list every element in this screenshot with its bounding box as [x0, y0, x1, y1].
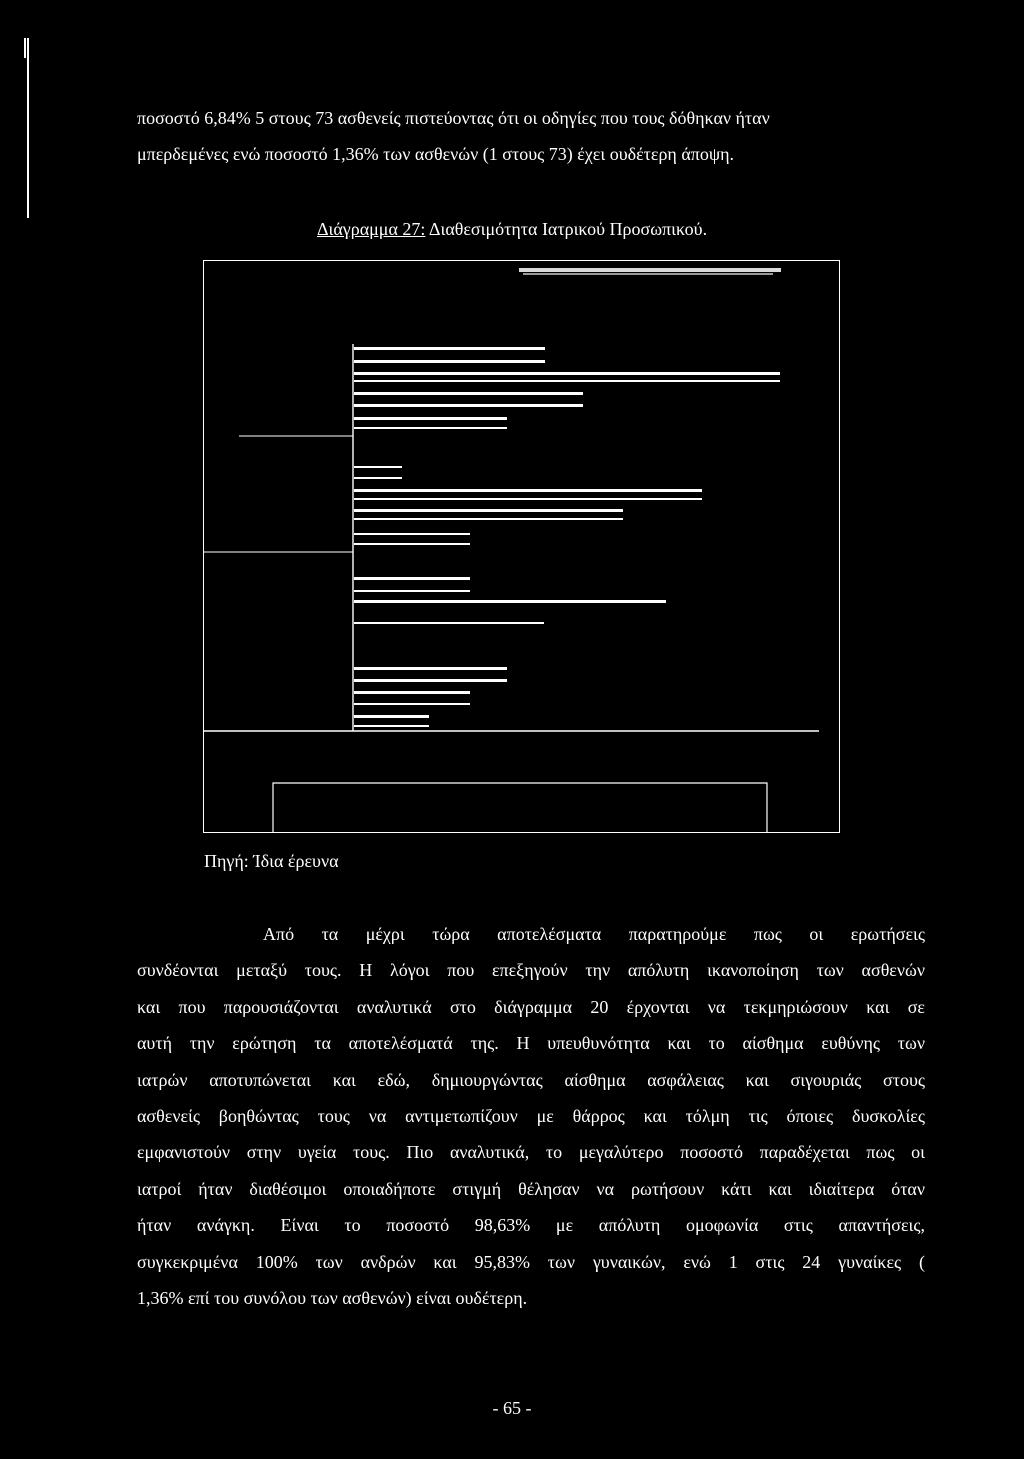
bar-group-1 [354, 347, 780, 429]
body-paragraph [137, 916, 925, 1316]
intro-line: μπερδεμένες ενώ ποσοστό 1,36% των ασθενών (1 στους 73) έχει ουδέτερη άποψη. [137, 144, 735, 164]
legend-box [273, 783, 767, 832]
intro-line: ποσοστό 6,84% 5 στους 73 ασθενείς πιστεύοντας ότι οι οδηγίες που τους δόθηκαν ήταν [137, 108, 770, 128]
caption-label: Διάγραμμα 27: [316, 219, 426, 239]
body-line: αυτή την ερώτηση τα αποτελέσματά της. Η υπευθυνότητα και το αίσθημα ευθύνης των [137, 1033, 925, 1054]
body-line: συγκεκριμένα 100% των ανδρών και 95,83% των γυναικών, ενώ 1 στις 24 γυναίκες ( [137, 1251, 925, 1272]
body-line: εμφανιστούν στην υγεία τους. Πιο αναλυτικά, το μεγαλύτερο ποσοστό παραδέχεται πως οι [137, 1142, 925, 1163]
body-line: 1,36% επί του συνόλου των ασθενών) είναι ουδέτερη. [137, 1287, 528, 1308]
body-line: συνδέονται μεταξύ τους. Η λόγοι που επεξηγούν την απόλυτη ικανοποίηση των ασθενών [137, 960, 925, 981]
caption-text: Διαθεσιμότητα Ιατρικού Προσωπικού. [428, 219, 708, 239]
figure-source: Πηγή: Ίδια έρευνα [204, 851, 339, 871]
bar-group-2 [354, 466, 702, 545]
chart-border [204, 261, 840, 833]
category-separators [203, 344, 819, 731]
bar-group-3 [354, 577, 666, 624]
margin-tick [24, 38, 26, 58]
body-line: Από τα μέχρι τώρα αποτελέσματα παρατηρούμε πως οι ερωτήσεις [263, 924, 925, 944]
body-line: ασθενείς βοηθώντας τους να αντιμετωπίζουν με θάρρος και τόλμη τις όποιες δυσκολίες [137, 1105, 925, 1126]
bar-group-4 [354, 667, 507, 727]
intro-paragraph [137, 100, 927, 172]
body-line: ήταν ανάγκη. Είναι το ποσοστό 98,63% με απόλυτη ομοφωνία στις απαντήσεις, [137, 1215, 925, 1236]
chart-figure [203, 260, 840, 835]
body-line: ιατροί ήταν διαθέσιμοι οποιαδήποτε στιγμή θέλησαν να ρωτήσουν κάτι και ιδιαίτερα όταν [137, 1178, 925, 1199]
margin-rule [27, 38, 29, 218]
page-number: - 65 - [492, 1398, 532, 1418]
body-line: και που παρουσιάζονται αναλυτικά στο διάγραμμα 20 έρχονται να τεκμηριώσουν και σε [137, 996, 925, 1017]
body-line: ιατρών αποτυπώνεται και εδώ, δημιουργώντας αίσθημα ασφάλειας και σιγουριάς στους [137, 1069, 925, 1090]
chart-title-smudge [519, 268, 781, 275]
figure-caption [0, 211, 1024, 247]
